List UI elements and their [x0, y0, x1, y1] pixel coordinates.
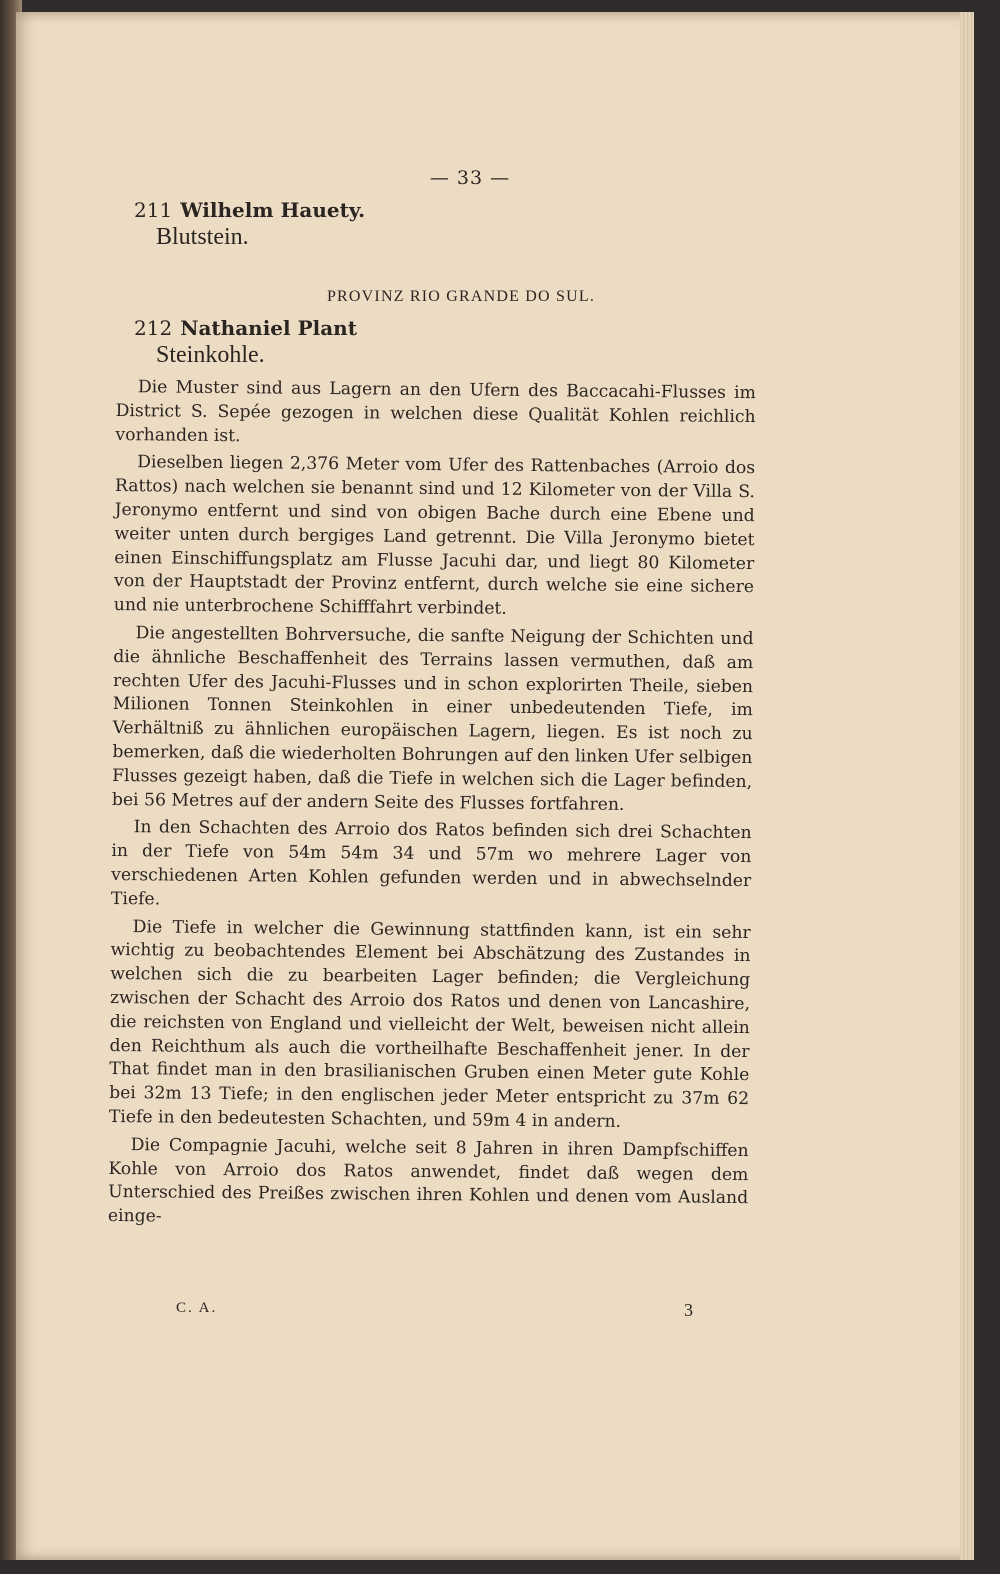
entry-212-heading [134, 316, 357, 340]
paragraph-1: Die Muster sind aus Lagern an den Ufern des Baccacahi-Flusses im District S. Sepée gezogen in welchen diese Qualität Kohlen reichlich vorhanden ist. [115, 377, 756, 446]
entry-211-heading [134, 198, 365, 222]
entry-211-item: Blutstein. [156, 224, 249, 250]
entry-212-name: Nathaniel Plant [180, 316, 357, 340]
bottom-margin [0, 1560, 1000, 1574]
paragraph-6: Die Compagnie Jacuhi, welche seit 8 Jahren in ihren Dampfschiffen Kohle von Arroio dos Ratos anwendet, findet daß wegen dem Unterschied des Preißes zwischen ihren Kohlen und denen vom Ausland einge- [107, 1134, 749, 1227]
page-content [16, 12, 974, 1560]
sheet-number: 3 [684, 1300, 693, 1320]
province-heading: PROVINZ RIO GRANDE DO SUL. [326, 288, 596, 305]
printer-signature: C. A. [176, 1300, 218, 1316]
document-page [16, 12, 974, 1560]
paragraph-2: Dieselben liegen 2,376 Meter vom Ufer des Rattenbaches (Arroio dos Rattos) nach welchen sie benannt sind und 12 Kilometer von der Villa S. Jeronymo entfernt und sind von obigen Bache durch eine Ebene und weiter unten durch bergiges Land getrennt. Die Villa Jeronymo bietet einen Einschiffungsplatz am Flusse Jacuhi dar, und liegt 80 Kilometer von der Hauptstadt der Provinz entfernt, durch welche sie eine sichere und nie unterbrochene Schifffahrt verbindet. [113, 452, 756, 619]
entry-211-number: 211 [134, 198, 173, 222]
entry-212-number: 212 [134, 316, 173, 340]
page-number: — 33 — [429, 167, 511, 189]
entry-211-name: Wilhelm Hauety. [180, 198, 366, 222]
paragraph-3: Die angestellten Bohrversuche, die sanfte Neigung der Schichten und die ähnliche Beschaffenheit des Terrains lassen vermuthen, daß am rechten Ufer des Jacuhi-Flusses und in schon explorirten Theile, sieben Milionen Tonnen Steinkohlen in einer unbedeutenden Tiefe, im Verhältniß zu ähnlichen europäischen Lagern, liegen. Es ist noch zu bemerken, daß die wiederholten Bohrungen auf den linken Ufer selbigen Flusses gezeigt haben, daß die Tiefe in welchen sich die Lager befinden, bei 56 Metres auf der andern Seite des Flusses fortfahren. [111, 623, 754, 815]
body-text [108, 376, 756, 1239]
entry-212-item: Steinkohle. [156, 342, 265, 368]
paragraph-5: Die Tiefe in welcher die Gewinnung stattfinden kann, ist ein sehr wichtig zu beobachtendes Element bei Abschätzung des Zustandes in welchen sich die zu bearbeiten Lager befinden; die Vergleichung zwischen der Schacht des Arroio dos Ratos und denen von Lancashire, die reichsten von England und vielleicht der Welt, beweisen nicht allein den Reichthum als auch die vortheilhafte Beschaffenheit jener. In der That findet man in den brasilianischen Gruben einen Meter gute Kohle bei 32m 13 Tiefe; in den englischen jeder Meter entspricht zu 37m 62 Tiefe in den bedeutesten Schachten, und 59m 4 in andern. [108, 916, 751, 1132]
paragraph-4: In den Schachten des Arroio dos Ratos befinden sich drei Schachten in der Tiefe von 54m 54m 34 und 57m wo mehrere Lager von verschiedenen Arten Kohlen gefunden werden und in abwechselnder Tiefe. [110, 817, 752, 910]
